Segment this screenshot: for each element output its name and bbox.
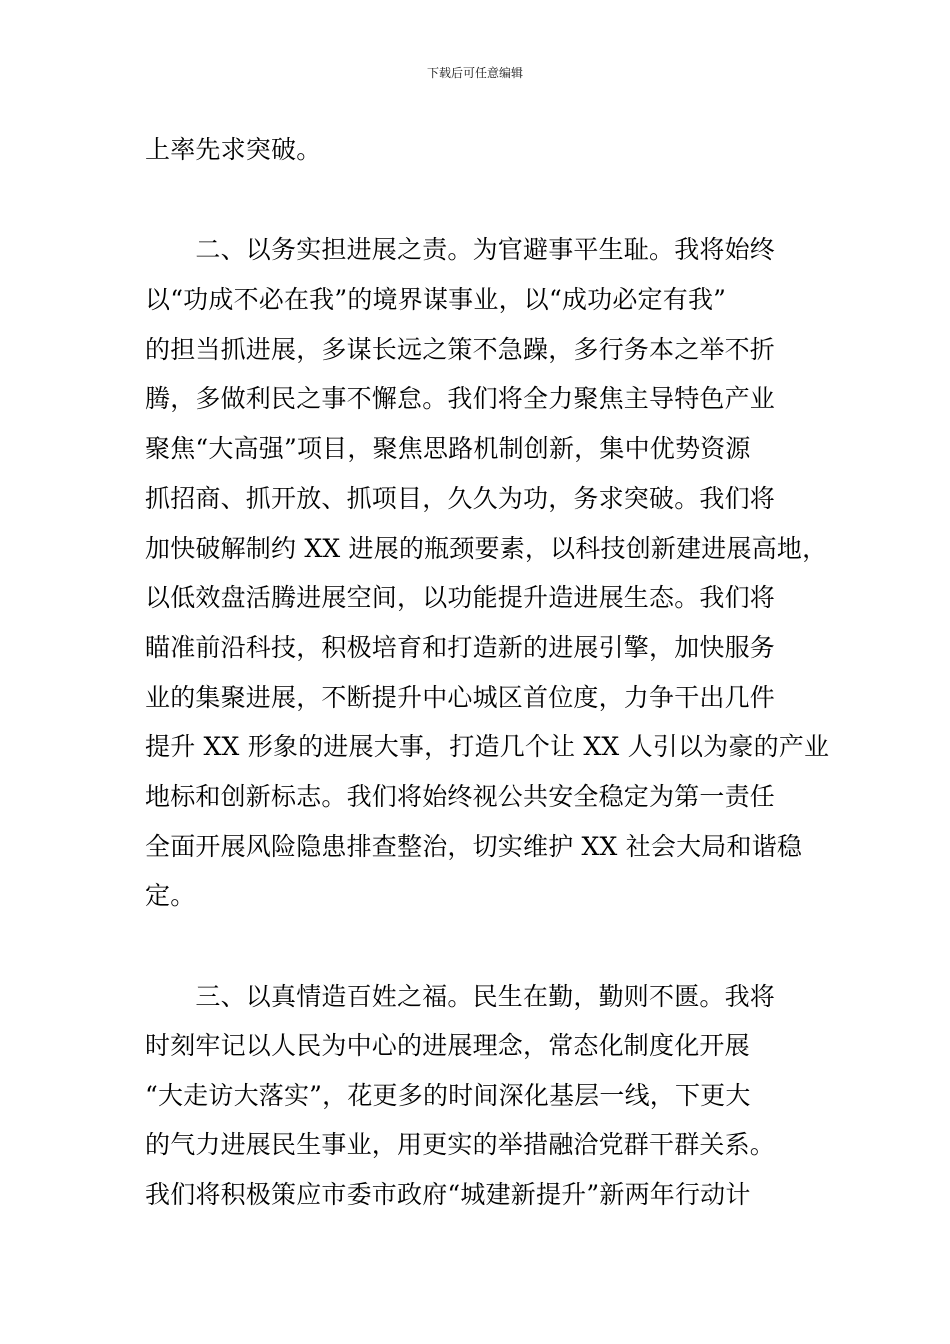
- text-line: 的气力进展民生事业，用更实的举措融洽党群干群关系。: [145, 1130, 776, 1159]
- text-line: 瞄准前沿科技，积极培育和打造新的进展引擎，加快服务: [145, 633, 776, 662]
- text-line: 腾，多做利民之事不懈怠。我们将全力聚焦主导特色产业: [145, 384, 776, 413]
- text-line: 上率先求突破。: [145, 135, 322, 164]
- text-line: 时刻牢记以人民为中心的进展理念，常态化制度化开展: [145, 1031, 750, 1060]
- text-line: 二、以务实担进展之责。为官避事平生耻。我将始终: [145, 235, 776, 264]
- text-line: “大走访大落实”，花更多的时间深化基层一线，下更大: [145, 1081, 751, 1110]
- text-line: 抓招商、抓开放、抓项目，久久为功，务求突破。我们将: [145, 484, 776, 513]
- text-line: 提升 XX 形象的进展大事，打造几个让 XX 人引以为豪的产业: [145, 732, 830, 761]
- text-line: 以“功成不必在我”的境界谋事业，以“成功必定有我”: [145, 285, 727, 314]
- page-header: 下载后可任意编辑: [426, 66, 523, 80]
- text-line: 的担当抓进展，多谋长远之策不急躁，多行务本之举不折: [145, 335, 776, 364]
- text-line: 加快破解制约 XX 进展的瓶颈要素，以科技创新建进展高地，: [145, 534, 828, 563]
- text-line: 定。: [145, 881, 196, 910]
- text-line: 以低效盘活腾进展空间，以功能提升造进展生态。我们将: [145, 583, 776, 612]
- text-line: 三、以真情造百姓之福。民生在勤，勤则不匮。我将: [145, 982, 776, 1011]
- text-line: 地标和创新标志。我们将始终视公共安全稳定为第一责任: [145, 782, 776, 811]
- text-line: 全面开展风险隐患排查整治，切实维护 XX 社会大局和谐稳: [145, 832, 803, 861]
- text-line: 聚焦“大高强”项目，聚焦思路机制创新，集中优势资源: [145, 434, 751, 463]
- text-line: 我们将积极策应市委市政府“城建新提升”新两年行动计: [145, 1180, 751, 1209]
- text-line: 业的集聚进展，不断提升中心城区首位度，力争干出几件: [145, 683, 776, 712]
